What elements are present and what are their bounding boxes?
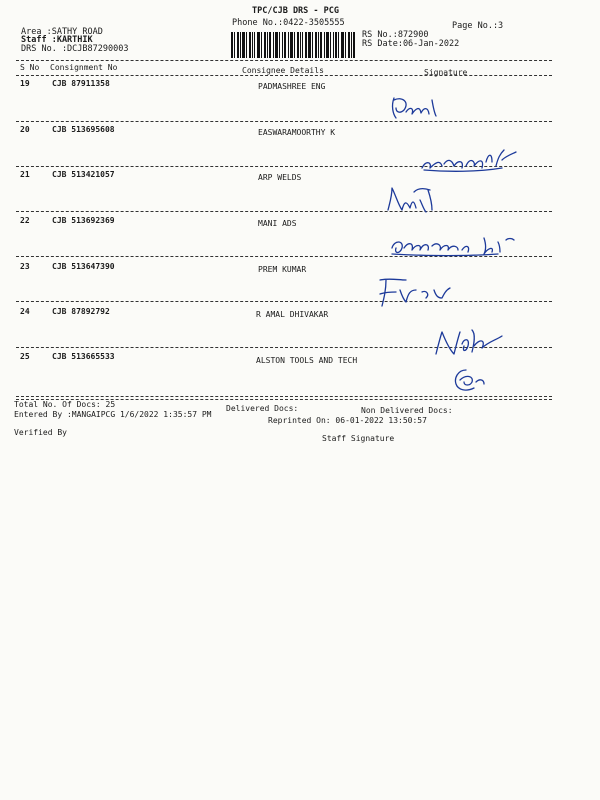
total-docs: Total No. Of Docs: 25 <box>14 400 116 409</box>
staff-signature-label: Staff Signature <box>322 434 395 443</box>
row-consignment: CJB 513692369 <box>52 216 115 225</box>
document-title: TPC/CJB DRS - PCG <box>252 6 339 16</box>
row-consignee: R AMAL DHIVAKAR <box>256 310 329 319</box>
row-consignee: ARP WELDS <box>258 173 302 182</box>
column-header-sno: S No <box>20 63 40 72</box>
delivered-docs: Delivered Docs: <box>226 404 299 413</box>
row-consignee: EASWARAMOORTHY K <box>258 128 336 137</box>
row-consignee: ALSTON TOOLS AND TECH <box>256 356 358 365</box>
signature-image <box>372 274 462 310</box>
row-sno: 21 <box>20 170 30 179</box>
staff-label: Staff :KARTHIK <box>21 35 93 45</box>
row-consignment: CJB 87911358 <box>52 79 110 88</box>
row-sno: 23 <box>20 262 30 271</box>
column-header-signature: Signature <box>424 68 468 77</box>
verified-by: Verified By <box>14 428 67 437</box>
row-consignment: CJB 513421057 <box>52 170 115 179</box>
row-sno: 19 <box>20 79 30 88</box>
rs-number: RS No.:872900 <box>362 30 429 40</box>
signature-image <box>432 324 524 360</box>
phone-number: Phone No.:0422-3505555 <box>232 18 345 28</box>
divider <box>16 301 552 302</box>
row-consignment: CJB 513647390 <box>52 262 115 271</box>
drs-number: DRS No. :DCJB87290003 <box>21 44 129 54</box>
column-header-consignment: Consignment No <box>50 63 118 72</box>
reprinted-on: Reprinted On: 06-01-2022 13:50:57 <box>268 416 427 425</box>
row-sno: 24 <box>20 307 30 316</box>
divider <box>16 75 552 76</box>
row-consignee: PREM KUMAR <box>258 265 307 274</box>
signature-image <box>388 232 520 258</box>
row-sno: 20 <box>20 125 30 134</box>
signature-image <box>450 364 490 394</box>
entered-by: Entered By :MANGAIPCG 1/6/2022 1:35:57 PM <box>14 410 212 419</box>
signature-image <box>418 144 522 174</box>
row-consignment: CJB 87892792 <box>52 307 110 316</box>
row-consignment: CJB 513665533 <box>52 352 115 361</box>
page-number: Page No.:3 <box>452 21 504 31</box>
row-consignee: MANI ADS <box>258 219 297 228</box>
area-label: Area :SATHY ROAD <box>21 27 103 37</box>
divider <box>16 396 552 397</box>
row-sno: 22 <box>20 216 30 225</box>
signature-image <box>384 182 438 216</box>
rs-date: RS Date:06-Jan-2022 <box>362 39 460 49</box>
column-header-consignee: Consignee Details <box>242 66 324 75</box>
divider <box>16 60 552 61</box>
divider <box>16 211 552 212</box>
row-consignment: CJB 513695608 <box>52 125 115 134</box>
non-delivered-docs: Non Delivered Docs: <box>361 406 453 415</box>
row-consignee: PADMASHREE ENG <box>258 82 326 91</box>
barcode <box>231 32 355 58</box>
signature-image <box>388 94 444 122</box>
row-sno: 25 <box>20 352 30 361</box>
divider <box>16 121 552 122</box>
